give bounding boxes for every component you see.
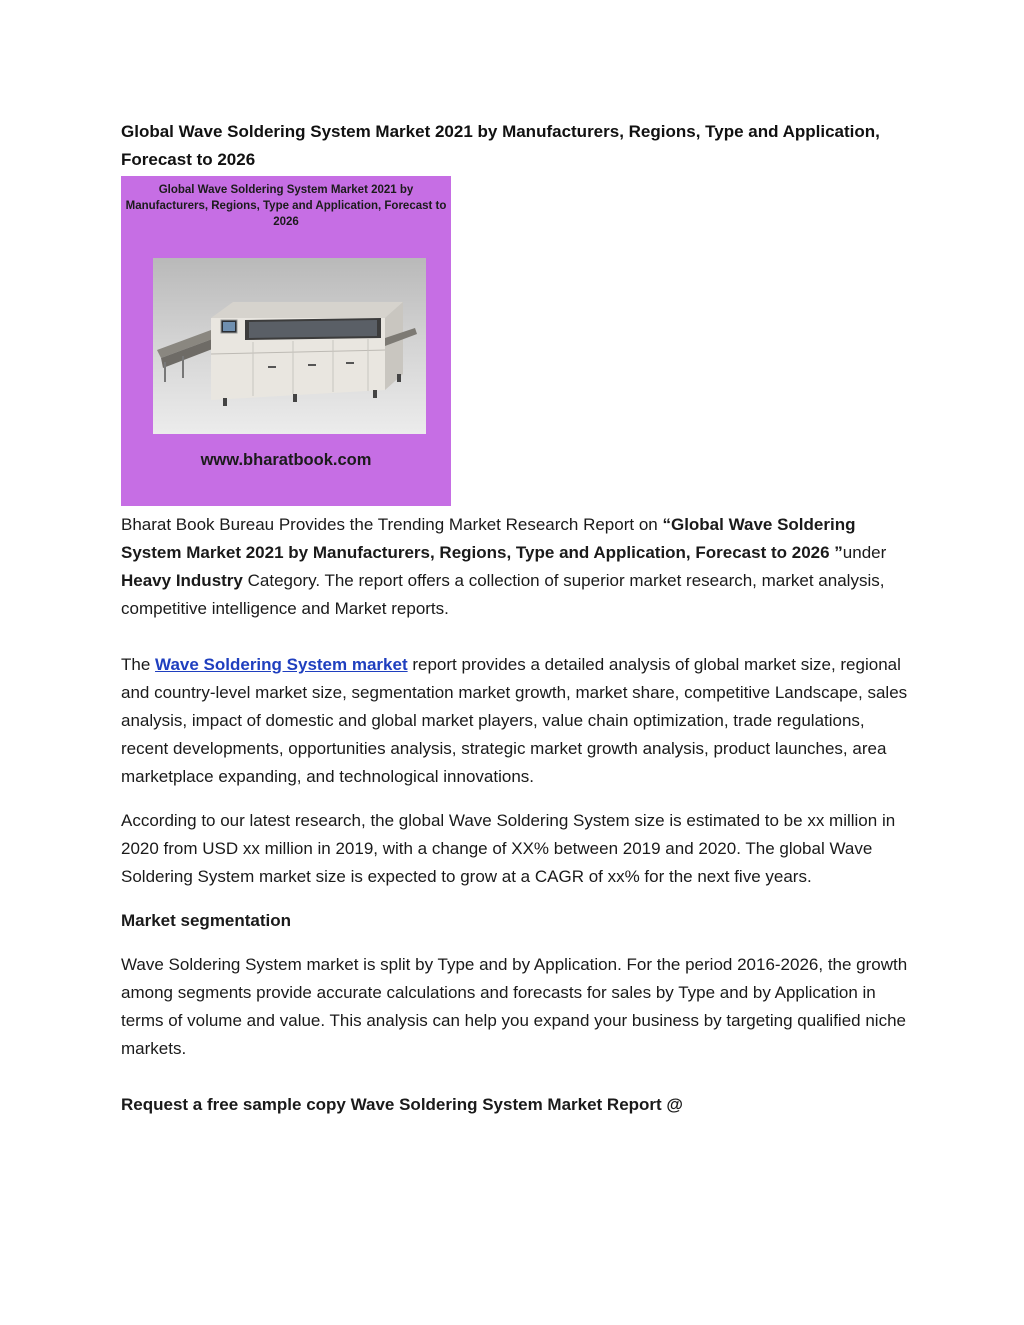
- segmentation-paragraph: Wave Soldering System market is split by Type and by Application. For the period 2016-2026, the growth among segments provide accurate calculations and forecasts for sales by Type and by Application in terms of volume and value. This analysis can help you expand your business by targeting qualified niche markets.: [121, 955, 908, 1058]
- document-page: [121, 118, 911, 1119]
- intro-paragraph: [121, 511, 911, 623]
- document-title: Global Wave Soldering System Market 2021 by Manufacturers, Regions, Type and Application, Forecast to 2026: [121, 122, 880, 169]
- cover-title: Global Wave Soldering System Market 2021 by Manufacturers, Regions, Type and Application, Forecast to 2026: [125, 184, 447, 228]
- sample-request-text: Request a free sample copy Wave Soldering System Market Report @: [121, 1095, 684, 1114]
- wave-soldering-machine-icon: [153, 258, 426, 434]
- report-cover-image: [121, 176, 451, 506]
- research-paragraph: According to our latest research, the global Wave Soldering System size is estimated to be xx million in 2020 from USD xx million in 2019, with a change of XX% between 2019 and 2020. The global Wave Soldering System market size is expected to grow at a CAGR of xx% for the next five years.: [121, 811, 896, 886]
- report-name: “Global Wave Soldering System Market 2021 by Manufacturers, Regions, Type and Application, Forecast to 2026 ”: [121, 515, 856, 562]
- analysis-lead: The: [121, 655, 156, 674]
- analysis-paragraph: [121, 651, 911, 791]
- intro-under: under: [842, 543, 887, 562]
- segmentation-heading: Market segmentation: [121, 911, 292, 930]
- cover-website-url: www.bharatbook.com: [200, 451, 372, 469]
- analysis-rest: report provides a detailed analysis of global market size, regional and country-level market size, segmentation market growth, market share, competitive Landscape, sales analysis, impact of domestic and global market players, value chain optimization, trade regulations, recent developments, opportunities analysis, strategic market growth analysis, product launches, area marketplace expanding, and technological innovations.: [121, 655, 908, 786]
- category-name: Heavy Industry: [121, 571, 243, 590]
- intro-lead: Bharat Book Bureau Provides the Trending Market Research Report on: [121, 515, 663, 534]
- market-report-link[interactable]: Wave Soldering System market: [155, 655, 408, 674]
- intro-rest: Category. The report offers a collection of superior market research, market analysis, competitive intelligence and Market reports.: [121, 571, 885, 618]
